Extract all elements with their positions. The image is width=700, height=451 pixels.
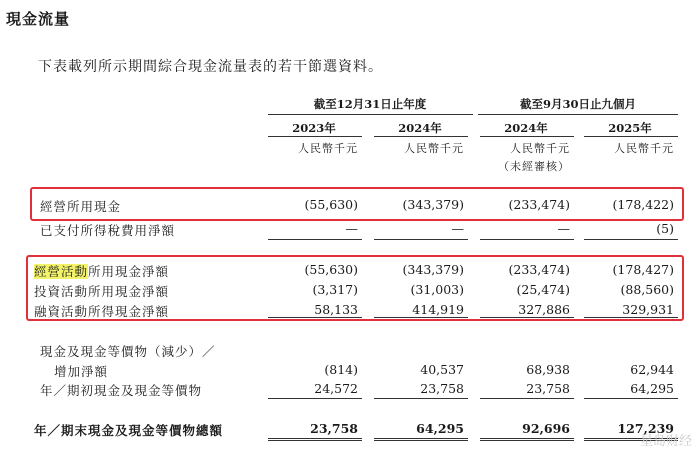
subtotal-rule (374, 317, 468, 318)
subtotal-rule (374, 398, 468, 399)
cell: (814) (324, 362, 358, 377)
cell: 127,239 (617, 421, 674, 436)
cell: (233,474) (508, 262, 570, 277)
row-label-net-cash-financing: 融資活動所得現金淨額 (34, 304, 170, 319)
cell: — (345, 221, 358, 236)
cell: — (557, 221, 570, 236)
row-label-net-change: 增加淨額 (54, 364, 109, 379)
cell: (233,474) (508, 197, 570, 212)
cell: (178,422) (612, 197, 674, 212)
cell: 24,572 (314, 381, 358, 396)
subtotal-rule (584, 398, 678, 399)
row-label-cash-used-in-operations: 經營所用現金 (40, 199, 122, 214)
cell: (3,317) (312, 282, 358, 297)
cell: 64,295 (630, 381, 674, 396)
total-rule (268, 438, 362, 441)
label-rest: 所用現金淨額 (88, 264, 170, 279)
year-col-3: 2024年 (504, 121, 548, 135)
cell: 64,295 (416, 421, 464, 436)
section-title: 現金流量 (6, 10, 71, 28)
unit-col-1: 人民幣千元 (298, 142, 358, 155)
cell: (55,630) (304, 262, 358, 277)
cell: 23,758 (420, 381, 464, 396)
highlighted-text: 經營活動 (34, 264, 89, 279)
unit-col-3: 人民幣千元 (510, 142, 570, 155)
row-label-net-cash-operating (34, 262, 169, 280)
year-rule-2 (374, 136, 468, 137)
cell: (5) (656, 221, 674, 236)
subtotal-rule (268, 317, 362, 318)
cell: 62,944 (630, 362, 674, 377)
cell: (25,474) (516, 282, 570, 297)
subtotal-rule (480, 239, 574, 240)
year-col-1: 2023年 (292, 121, 336, 135)
cell: (31,003) (410, 282, 464, 297)
total-rule (374, 438, 468, 441)
cell: 58,133 (314, 302, 358, 317)
cell: — (451, 221, 464, 236)
cell: (88,560) (620, 282, 674, 297)
cell: 23,758 (310, 421, 358, 436)
subtotal-rule (480, 398, 574, 399)
header-rule-fy (268, 114, 473, 115)
subtotal-rule (584, 317, 678, 318)
header-fiscal-year: 截至12月31日止年度 (313, 97, 427, 111)
cell: 327,886 (518, 302, 570, 317)
row-label-opening-cash: 年／期初現金及現金等價物 (40, 383, 203, 398)
header-rule-nm (478, 114, 678, 115)
cell: 23,758 (526, 381, 570, 396)
cell: (55,630) (304, 197, 358, 212)
year-col-2: 2024年 (398, 121, 442, 135)
intro-text: 下表載列所示期間綜合現金流量表的若干節選資料。 (38, 59, 383, 75)
watermark: 星岛财经 (639, 434, 692, 449)
row-label-change-in-cash: 現金及現金等價物（減少）／ (40, 344, 216, 359)
row-label-closing-cash-total: 年／期末現金及現金等價物總額 (34, 423, 224, 438)
subtotal-rule (584, 239, 678, 240)
header-nine-month: 截至9月30日止九個月 (519, 97, 636, 111)
cell: (178,427) (612, 262, 674, 277)
unaudited-note: （未經審核） (498, 160, 570, 173)
cell: (343,379) (402, 197, 464, 212)
cell: (343,379) (402, 262, 464, 277)
subtotal-rule (268, 398, 362, 399)
subtotal-rule (374, 239, 468, 240)
unit-col-4: 人民幣千元 (614, 142, 674, 155)
row-label-income-tax-paid: 已支付所得稅費用淨額 (40, 223, 176, 238)
year-rule-3 (480, 136, 574, 137)
cell: 92,696 (522, 421, 570, 436)
cell: 329,931 (622, 302, 674, 317)
subtotal-rule (268, 239, 362, 240)
year-rule-1 (268, 136, 362, 137)
cell: 414,919 (412, 302, 464, 317)
subtotal-rule (480, 317, 574, 318)
cell: 68,938 (526, 362, 570, 377)
cell: 40,537 (420, 362, 464, 377)
year-col-4: 2025年 (608, 121, 652, 135)
year-rule-4 (584, 136, 678, 137)
unit-col-2: 人民幣千元 (404, 142, 464, 155)
row-label-net-cash-investing: 投資活動所用現金淨額 (34, 284, 170, 299)
total-rule (480, 438, 574, 441)
